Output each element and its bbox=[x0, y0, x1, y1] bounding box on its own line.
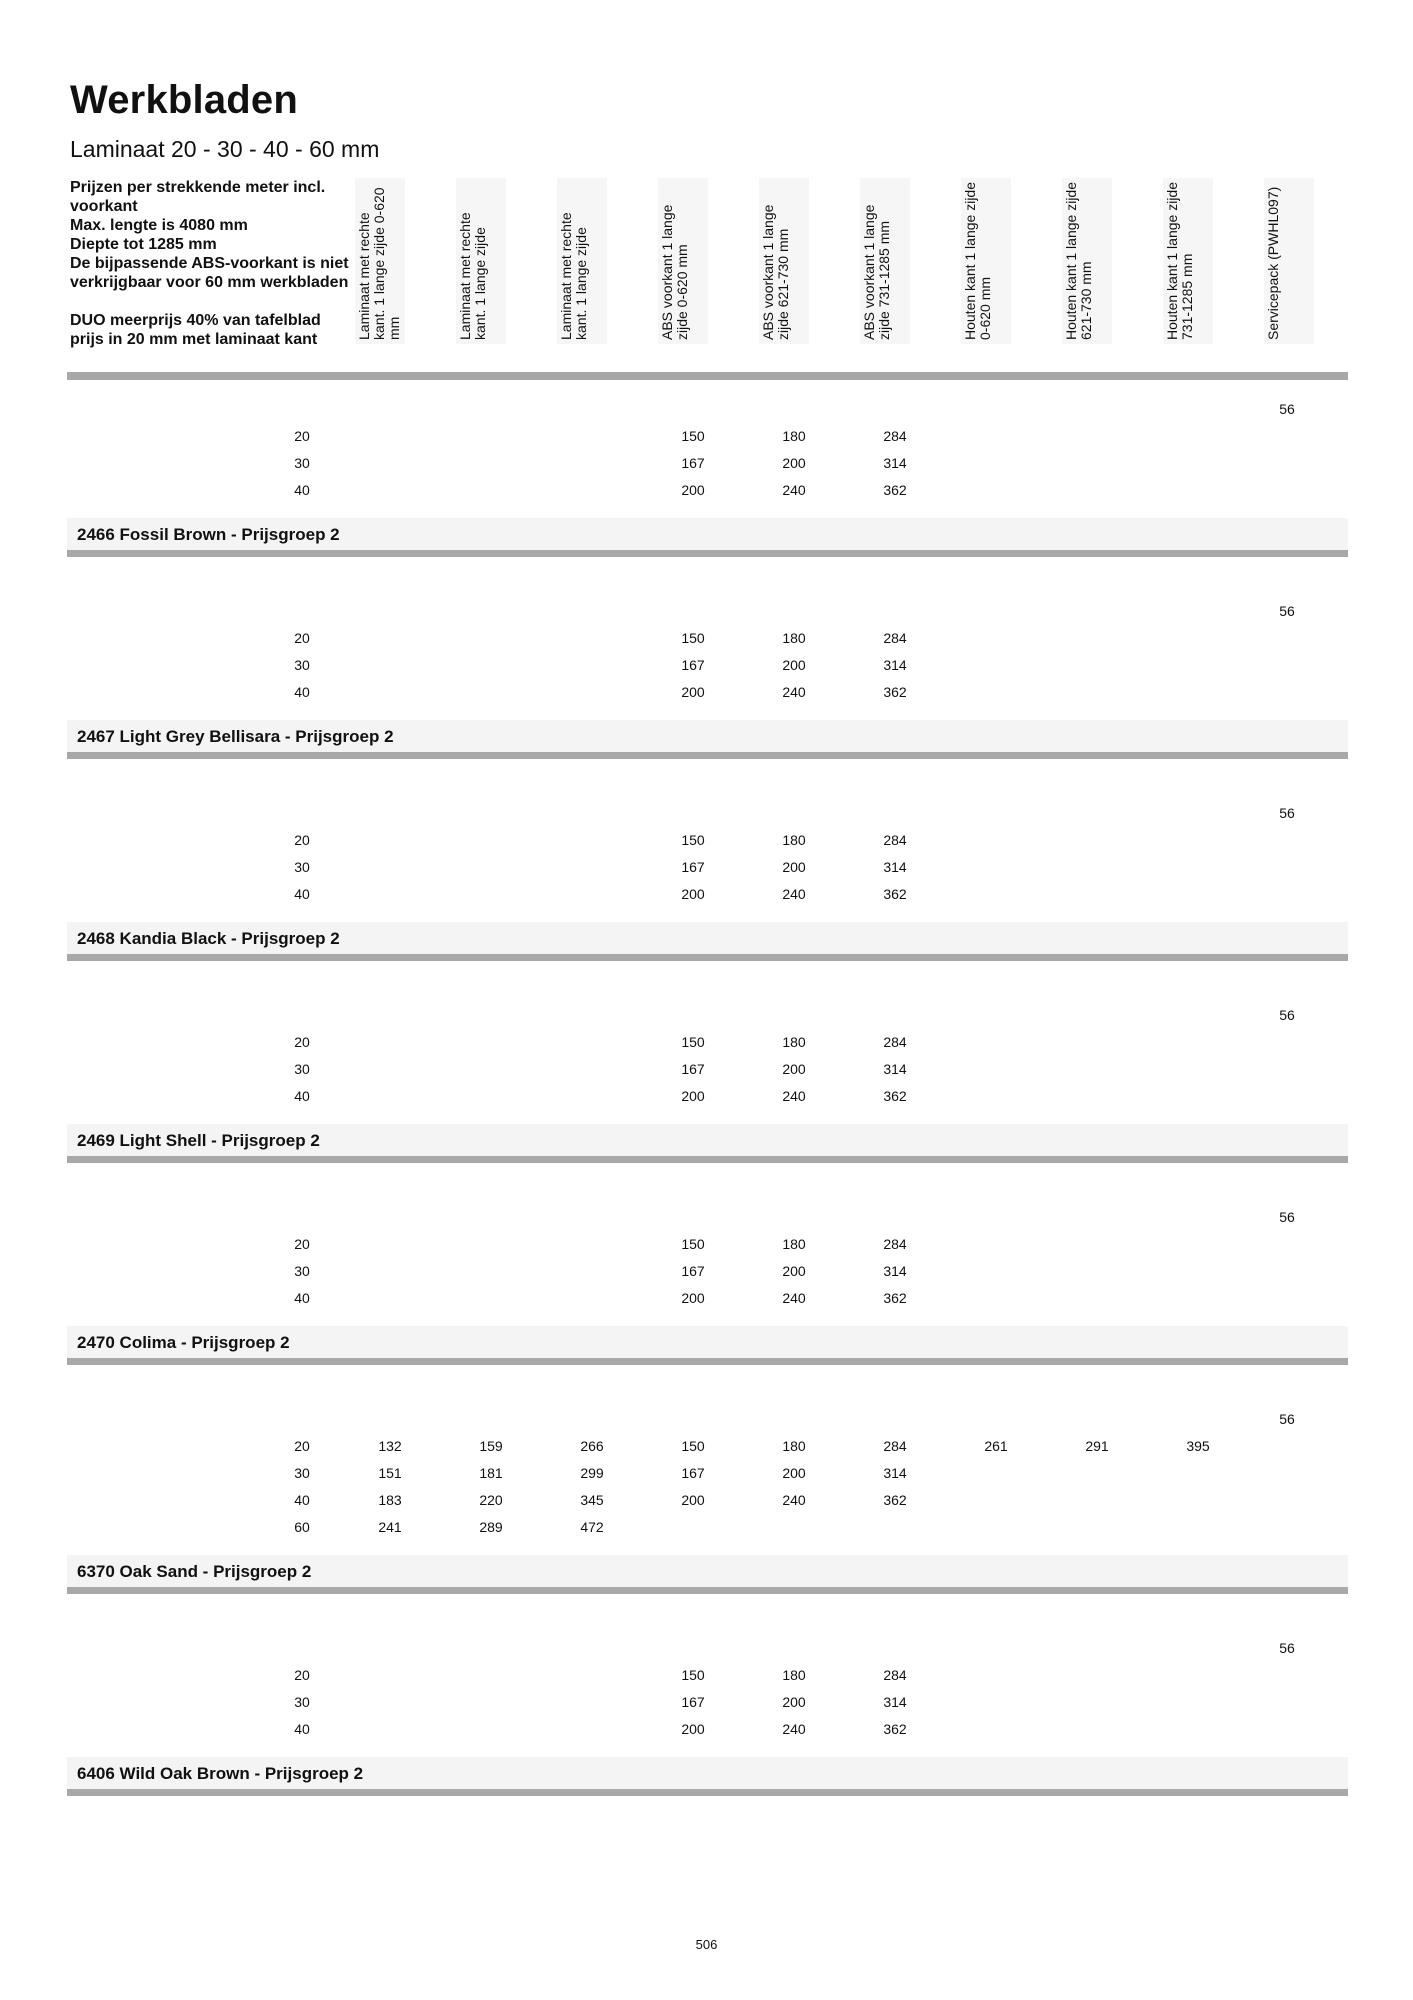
thickness-value: 20 bbox=[294, 630, 310, 646]
price-cell: 200 bbox=[782, 1061, 806, 1077]
section-divider bbox=[67, 1587, 1348, 1594]
intro-line: Diepte tot 1285 mm bbox=[70, 236, 217, 253]
price-cell: 284 bbox=[883, 1034, 907, 1050]
price-cell: 132 bbox=[378, 1438, 402, 1454]
column-header-label: Houten kant 1 lange zijde 0-620 mm bbox=[962, 182, 993, 340]
servicepack-price: 56 bbox=[1279, 1209, 1295, 1225]
section-name: 2468 Kandia Black - Prijsgroep 2 bbox=[77, 929, 340, 948]
column-header bbox=[557, 178, 607, 344]
price-cell: 395 bbox=[1186, 1438, 1210, 1454]
section-name: 2467 Light Grey Bellisara - Prijsgroep 2 bbox=[77, 727, 394, 746]
section-name: 6406 Wild Oak Brown - Prijsgroep 2 bbox=[77, 1764, 364, 1783]
thickness-value: 40 bbox=[294, 1721, 310, 1737]
section-divider bbox=[67, 1789, 1348, 1796]
price-cell: 151 bbox=[378, 1465, 402, 1481]
price-cell: 150 bbox=[681, 630, 705, 646]
section-name: 2466 Fossil Brown - Prijsgroep 2 bbox=[77, 525, 340, 544]
price-cell: 180 bbox=[782, 1034, 806, 1050]
price-cell: 200 bbox=[681, 1492, 705, 1508]
thickness-value: 20 bbox=[294, 428, 310, 444]
thickness-value: 40 bbox=[294, 1088, 310, 1104]
price-cell: 314 bbox=[883, 1061, 907, 1077]
column-header-label: ABS voorkant 1 lange zijde 0-620 mm bbox=[659, 204, 690, 340]
price-cell: 240 bbox=[782, 1492, 806, 1508]
price-cell: 299 bbox=[580, 1465, 604, 1481]
price-cell: 314 bbox=[883, 657, 907, 673]
thickness-value: 40 bbox=[294, 886, 310, 902]
intro-line: Prijzen per strekkende meter incl. voorkant bbox=[70, 179, 326, 215]
intro-line: Max. lengte is 4080 mm bbox=[70, 217, 248, 234]
price-cell: 180 bbox=[782, 832, 806, 848]
price-cell: 150 bbox=[681, 832, 705, 848]
price-cell: 261 bbox=[984, 1438, 1008, 1454]
price-cell: 284 bbox=[883, 1236, 907, 1252]
section-name: 6370 Oak Sand - Prijsgroep 2 bbox=[77, 1562, 312, 1581]
price-cell: 150 bbox=[681, 1667, 705, 1683]
price-cell: 220 bbox=[479, 1492, 503, 1508]
price-cell: 314 bbox=[883, 1694, 907, 1710]
thickness-value: 30 bbox=[294, 657, 310, 673]
thickness-value: 20 bbox=[294, 1667, 310, 1683]
price-cell: 180 bbox=[782, 1667, 806, 1683]
price-cell: 284 bbox=[883, 630, 907, 646]
price-cell: 167 bbox=[681, 455, 705, 471]
section-name-bar bbox=[67, 1124, 1348, 1156]
price-cell: 180 bbox=[782, 630, 806, 646]
thickness-value: 30 bbox=[294, 455, 310, 471]
price-cell: 362 bbox=[883, 886, 907, 902]
section-divider bbox=[67, 954, 1348, 961]
price-cell: 362 bbox=[883, 1088, 907, 1104]
column-header bbox=[860, 178, 910, 344]
section-name-bar bbox=[67, 720, 1348, 752]
section-name: 2470 Colima - Prijsgroep 2 bbox=[77, 1333, 290, 1352]
thickness-value: 20 bbox=[294, 1438, 310, 1454]
price-cell: 200 bbox=[782, 1694, 806, 1710]
section-divider bbox=[67, 1156, 1348, 1163]
column-header bbox=[355, 178, 405, 344]
price-cell: 200 bbox=[782, 1465, 806, 1481]
section-name-bar bbox=[67, 1326, 1348, 1358]
price-cell: 362 bbox=[883, 1721, 907, 1737]
page-title: Werkbladen bbox=[70, 78, 298, 122]
thickness-value: 60 bbox=[294, 1519, 310, 1535]
thickness-value: 20 bbox=[294, 1034, 310, 1050]
price-cell: 200 bbox=[681, 1290, 705, 1306]
price-cell: 362 bbox=[883, 684, 907, 700]
price-cell: 314 bbox=[883, 1263, 907, 1279]
thickness-value: 30 bbox=[294, 1465, 310, 1481]
column-header-label: Laminaat met rechte kant. 1 lange zijde bbox=[558, 212, 589, 340]
price-cell: 167 bbox=[681, 1263, 705, 1279]
price-cell: 181 bbox=[479, 1465, 503, 1481]
column-header-label: ABS voorkant 1 lange zijde 731-1285 mm bbox=[861, 204, 892, 340]
servicepack-price: 56 bbox=[1279, 1640, 1295, 1656]
thickness-value: 20 bbox=[294, 832, 310, 848]
servicepack-price: 56 bbox=[1279, 1411, 1295, 1427]
price-cell: 472 bbox=[580, 1519, 604, 1535]
thickness-value: 40 bbox=[294, 1290, 310, 1306]
price-cell: 284 bbox=[883, 1438, 907, 1454]
price-cell: 314 bbox=[883, 455, 907, 471]
servicepack-price: 56 bbox=[1279, 805, 1295, 821]
price-cell: 284 bbox=[883, 832, 907, 848]
price-cell: 200 bbox=[681, 1088, 705, 1104]
thickness-value: 30 bbox=[294, 859, 310, 875]
header-divider bbox=[67, 372, 1348, 380]
column-header-label: Laminaat met rechte kant. 1 lange zijde bbox=[457, 212, 488, 340]
section-divider bbox=[67, 1358, 1348, 1365]
thickness-value: 30 bbox=[294, 1061, 310, 1077]
price-cell: 200 bbox=[681, 886, 705, 902]
price-cell: 362 bbox=[883, 1492, 907, 1508]
price-cell: 240 bbox=[782, 1290, 806, 1306]
thickness-value: 20 bbox=[294, 1236, 310, 1252]
section-name-bar bbox=[67, 1555, 1348, 1587]
price-cell: 314 bbox=[883, 859, 907, 875]
price-cell: 159 bbox=[479, 1438, 503, 1454]
intro-line: De bijpassende ABS-voorkant is niet verkrijgbaar voor 60 mm werkbladen bbox=[70, 255, 349, 291]
price-cell: 200 bbox=[782, 455, 806, 471]
column-headers bbox=[0, 178, 1413, 348]
price-cell: 362 bbox=[883, 482, 907, 498]
column-header-label: ABS voorkant 1 lange zijde 621-730 mm bbox=[760, 204, 791, 340]
column-header bbox=[456, 178, 506, 344]
price-cell: 266 bbox=[580, 1438, 604, 1454]
price-cell: 284 bbox=[883, 1667, 907, 1683]
section-name-bar bbox=[67, 1757, 1348, 1789]
price-cell: 241 bbox=[378, 1519, 402, 1535]
price-cell: 150 bbox=[681, 1438, 705, 1454]
column-header bbox=[759, 178, 809, 344]
thickness-value: 40 bbox=[294, 1492, 310, 1508]
price-cell: 345 bbox=[580, 1492, 604, 1508]
price-cell: 167 bbox=[681, 859, 705, 875]
price-cell: 200 bbox=[681, 684, 705, 700]
section-name-bar bbox=[67, 922, 1348, 954]
thickness-value: 30 bbox=[294, 1694, 310, 1710]
page-subtitle: Laminaat 20 - 30 - 40 - 60 mm bbox=[70, 136, 380, 162]
price-cell: 314 bbox=[883, 1465, 907, 1481]
price-cell: 180 bbox=[782, 428, 806, 444]
price-cell: 200 bbox=[681, 1721, 705, 1737]
thickness-value: 30 bbox=[294, 1263, 310, 1279]
column-header bbox=[1264, 178, 1314, 344]
page-number: 506 bbox=[695, 1937, 718, 1952]
price-cell: 150 bbox=[681, 1034, 705, 1050]
price-cell: 200 bbox=[782, 1263, 806, 1279]
column-header-label: Servicepack (PWHL097) bbox=[1265, 186, 1281, 340]
price-cell: 150 bbox=[681, 428, 705, 444]
thickness-value: 40 bbox=[294, 482, 310, 498]
price-cell: 240 bbox=[782, 482, 806, 498]
price-cell: 289 bbox=[479, 1519, 503, 1535]
price-cell: 183 bbox=[378, 1492, 402, 1508]
column-header-label: Houten kant 1 lange zijde 731-1285 mm bbox=[1164, 182, 1195, 340]
price-cell: 167 bbox=[681, 1465, 705, 1481]
servicepack-price: 56 bbox=[1279, 401, 1295, 417]
price-cell: 200 bbox=[782, 859, 806, 875]
price-cell: 291 bbox=[1085, 1438, 1109, 1454]
price-cell: 240 bbox=[782, 1721, 806, 1737]
price-cell: 180 bbox=[782, 1236, 806, 1252]
price-cell: 240 bbox=[782, 1088, 806, 1104]
section-name-bar bbox=[67, 518, 1348, 550]
price-cell: 362 bbox=[883, 1290, 907, 1306]
servicepack-price: 56 bbox=[1279, 1007, 1295, 1023]
section-divider bbox=[67, 752, 1348, 759]
column-header bbox=[1062, 178, 1112, 344]
column-header bbox=[658, 178, 708, 344]
price-cell: 180 bbox=[782, 1438, 806, 1454]
price-cell: 200 bbox=[681, 482, 705, 498]
price-cell: 200 bbox=[782, 657, 806, 673]
column-header-label: Laminaat met rechte kant. 1 lange zijde 0-620 mm bbox=[356, 187, 402, 340]
price-cell: 167 bbox=[681, 1061, 705, 1077]
thickness-value: 40 bbox=[294, 684, 310, 700]
price-cell: 150 bbox=[681, 1236, 705, 1252]
section-divider bbox=[67, 550, 1348, 557]
price-cell: 167 bbox=[681, 1694, 705, 1710]
price-cell: 240 bbox=[782, 886, 806, 902]
price-cell: 167 bbox=[681, 657, 705, 673]
column-header bbox=[961, 178, 1011, 344]
section-name: 2469 Light Shell - Prijsgroep 2 bbox=[77, 1131, 320, 1150]
column-header bbox=[1163, 178, 1213, 344]
intro-line: DUO meerprijs 40% van tafelblad prijs in 20 mm met laminaat kant bbox=[70, 312, 321, 348]
price-cell: 240 bbox=[782, 684, 806, 700]
servicepack-price: 56 bbox=[1279, 603, 1295, 619]
price-cell: 284 bbox=[883, 428, 907, 444]
column-header-label: Houten kant 1 lange zijde 621-730 mm bbox=[1063, 182, 1094, 340]
